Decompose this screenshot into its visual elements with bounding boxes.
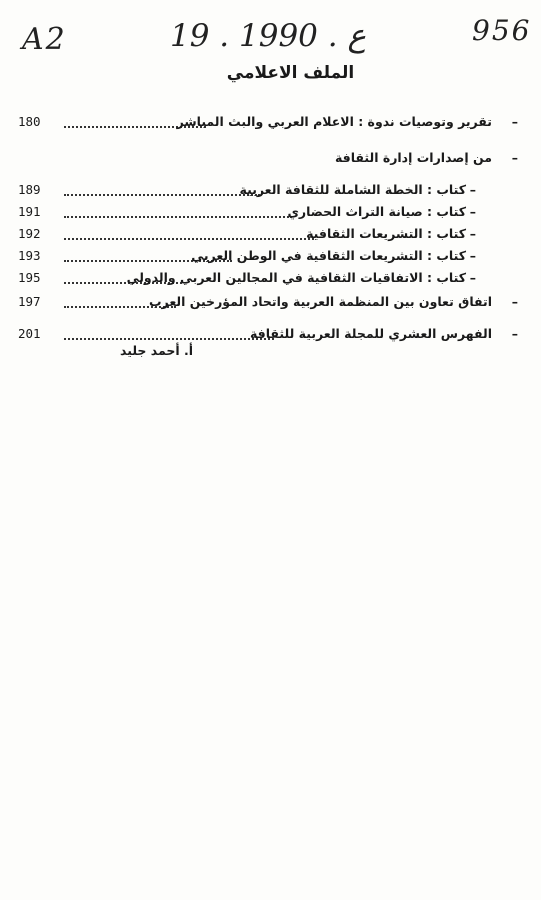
- bullet-dash: –: [511, 114, 518, 129]
- toc-entry: [18, 202, 504, 222]
- page-number: 189: [18, 182, 41, 197]
- bullet-dash: –: [511, 294, 518, 309]
- leader-dots: [64, 208, 292, 218]
- entry-title: كتاب : الاتفاقيات الثقافية في المجالين العربي والدولي: [126, 270, 466, 285]
- toc-entry: [18, 180, 504, 200]
- bullet-dash: –: [469, 270, 476, 285]
- toc-entry: [18, 112, 518, 132]
- entry-title: اتفاق تعاون بين المنظمة العربية واتحاد المؤرخين العرب: [148, 294, 492, 309]
- bullet-dash: –: [469, 226, 476, 241]
- leader-dots: [64, 230, 314, 240]
- section-title: الملف الاعلامي: [226, 63, 355, 83]
- bullet-dash: –: [511, 326, 518, 341]
- page-number: 191: [18, 204, 41, 219]
- bullet-dash: –: [469, 204, 476, 219]
- leader-dots: [64, 330, 274, 340]
- toc-entry: [18, 246, 504, 266]
- page-number: 192: [18, 226, 41, 241]
- author-name: أ. أحمد جليد: [120, 343, 194, 358]
- entry-title: كتاب : صيانة التراث الحضاري: [287, 204, 466, 219]
- handwritten-number: 956: [472, 14, 532, 47]
- bullet-dash: –: [469, 248, 476, 263]
- bullet-dash: –: [511, 150, 518, 165]
- entry-title: كتاب : التشريعات الثقافية في الوطن العربي: [191, 248, 466, 263]
- toc-entry: [18, 268, 504, 288]
- leader-dots: [64, 186, 260, 196]
- toc-entry: [18, 292, 518, 312]
- toc-subheading: [18, 148, 518, 168]
- handwritten-code: A2: [22, 22, 67, 57]
- toc-entry: [18, 224, 504, 244]
- page-number: 195: [18, 270, 41, 285]
- entry-title: كتاب : الخطة الشاملة للثقافة العربية: [239, 182, 466, 197]
- toc-entry: [18, 324, 518, 344]
- page-number: 201: [18, 326, 41, 341]
- entry-title: الفهرس العشري للمجلة العربية للثقافة: [249, 326, 492, 341]
- entry-title: من إصدارات إدارة الثقافة: [334, 150, 492, 165]
- bullet-dash: –: [469, 182, 476, 197]
- page-number: 197: [18, 294, 41, 309]
- entry-title: كتاب : التشريعات الثقافية: [306, 226, 466, 241]
- entry-title: تقرير وتوصيات ندوة : الاعلام العربي والبث المباشر: [176, 114, 492, 129]
- page-number: 193: [18, 248, 41, 263]
- page-number: 180: [18, 114, 41, 129]
- handwritten-date: 19 . ع . 1990: [170, 18, 366, 54]
